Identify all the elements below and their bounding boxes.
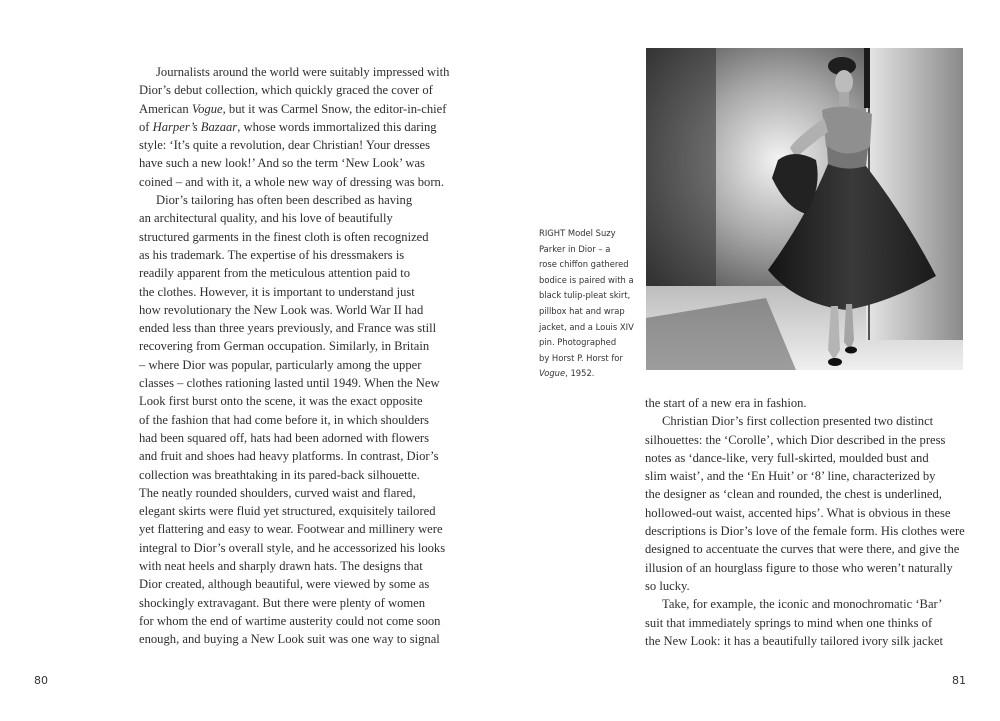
paragraph bbox=[645, 394, 965, 412]
paragraph bbox=[645, 595, 965, 650]
text-line: Dior’s debut collection, which quickly graced the cover of bbox=[139, 83, 433, 98]
text-line: by Horst P. Horst for bbox=[539, 352, 623, 363]
text-line: enough, and buying a New Look suit was one way to signal bbox=[139, 632, 440, 647]
text-line: structured garments in the finest cloth is often recognized bbox=[139, 229, 429, 244]
text-line: shockingly extravagant. But there were plenty of women bbox=[139, 595, 426, 610]
text-line: designed to accentuate the curves that were there, and give the bbox=[645, 542, 960, 557]
text-line: descriptions is Dior’s love of the female form. His clothes were bbox=[645, 524, 965, 539]
text-line: and fruit and shoes had heavy platforms. In contrast, Dior’s bbox=[139, 449, 439, 464]
right-body-text bbox=[645, 394, 965, 650]
text-line: an architectural quality, and his love of beautifully bbox=[139, 211, 393, 226]
text-line: of the fashion that had come before it, in which shoulders bbox=[139, 412, 429, 427]
text-line: the designer as ‘clean and rounded, the chest is underlined, bbox=[645, 487, 942, 502]
photo-caption bbox=[539, 226, 639, 382]
text-line: as his trademark. The expertise of his dressmakers is bbox=[139, 247, 405, 262]
text-line: black tulip-pleat skirt, bbox=[539, 290, 631, 301]
text-line: the start of a new era in fashion. bbox=[645, 396, 807, 410]
text-line: for whom the end of wartime austerity could not come soon bbox=[139, 613, 441, 628]
text-line: classes – clothes rationing lasted until 1949. When the New bbox=[139, 376, 440, 391]
text-line: Vogue, 1952. bbox=[539, 368, 595, 379]
text-line: style: ‘It’s quite a revolution, dear Christian! Your dresses bbox=[139, 138, 431, 153]
text-line: RIGHT Model Suzy bbox=[539, 228, 616, 238]
left-body-text bbox=[139, 63, 464, 649]
text-line: Christian Dior’s first collection presented two distinct bbox=[662, 414, 934, 429]
text-line: the New Look: it has a beautifully tailored ivory silk jacket bbox=[645, 633, 943, 648]
text-line: bodice is paired with a bbox=[539, 274, 634, 285]
paragraph bbox=[645, 412, 965, 595]
text-line: Look first burst onto the scene, it was the exact opposite bbox=[139, 394, 423, 409]
text-line: – where Dior was popular, particularly among the upper bbox=[139, 357, 422, 372]
text-line: so lucky. bbox=[645, 578, 690, 593]
text-line: had been squared off, hats had been adorned with flowers bbox=[139, 430, 430, 445]
text-line: ended less than three years previously, and France was still bbox=[139, 321, 437, 336]
text-line: jacket, and a Louis XIV bbox=[539, 321, 634, 332]
text-line: yet flattering and easy to wear. Footwear and millinery were bbox=[139, 522, 443, 537]
text-line: Dior’s tailoring has often been described as having bbox=[156, 193, 413, 208]
text-line: pillbox hat and wrap bbox=[539, 305, 625, 316]
page-number-left: 80 bbox=[34, 674, 48, 687]
paragraph bbox=[139, 191, 464, 648]
text-line: notes as ‘dance-like, very full-skirted, moulded bust and bbox=[645, 450, 929, 465]
text-line: have such a new look!’ And so the term ‘New Look’ was bbox=[139, 156, 425, 171]
text-line: with neat heels and sharply drawn hats. The designs that bbox=[139, 559, 423, 574]
text-line: Take, for example, the iconic and monochromatic ‘Bar’ bbox=[662, 597, 943, 612]
fashion-photo bbox=[646, 48, 963, 370]
text-line: readily apparent from the meticulous attention paid to bbox=[139, 266, 411, 281]
right-page bbox=[500, 0, 1000, 721]
text-line: recovering from German occupation. Similarly, in Britain bbox=[139, 339, 430, 354]
text-line: coined – and with it, a whole new way of dressing was born. bbox=[139, 174, 444, 189]
text-line: Dior created, although beautiful, were viewed by some as bbox=[139, 577, 430, 592]
text-line: Journalists around the world were suitably impressed with bbox=[156, 65, 450, 79]
text-line: suit that immediately springs to mind when one thinks of bbox=[645, 615, 933, 630]
text-line: the clothes. However, it is important to understand just bbox=[139, 284, 415, 299]
text-line: hollowed-out waist, accented hips’. What is obvious in these bbox=[645, 505, 951, 520]
text-line: integral to Dior’s overall style, and he accessorized his looks bbox=[139, 540, 446, 555]
text-line: collection was breathtaking in its pared-back silhouette. bbox=[139, 467, 420, 482]
text-line: illusion of an hourglass figure to those who weren’t naturally bbox=[645, 560, 953, 575]
page-number-right: 81 bbox=[952, 674, 966, 687]
text-line: American Vogue, but it was Carmel Snow, the editor-in-chief bbox=[139, 101, 447, 116]
text-line: slim waist’, and the ‘En Huit’ or ‘8’ line, characterized by bbox=[645, 469, 936, 484]
text-line: Parker in Dior – a bbox=[539, 243, 611, 254]
text-line: elegant skirts were fluid yet structured, exquisitely tailored bbox=[139, 504, 436, 519]
text-line: silhouettes: the ‘Corolle’, which Dior described in the press bbox=[645, 432, 946, 447]
text-line: of Harper’s Bazaar, whose words immortalized this daring bbox=[139, 119, 437, 134]
text-line: how revolutionary the New Look was. World War II had bbox=[139, 302, 424, 317]
text-line: rose chiffon gathered bbox=[539, 259, 629, 270]
paragraph bbox=[139, 63, 464, 191]
text-line: pin. Photographed bbox=[539, 337, 617, 348]
text-line: The neatly rounded shoulders, curved waist and flared, bbox=[139, 485, 416, 500]
